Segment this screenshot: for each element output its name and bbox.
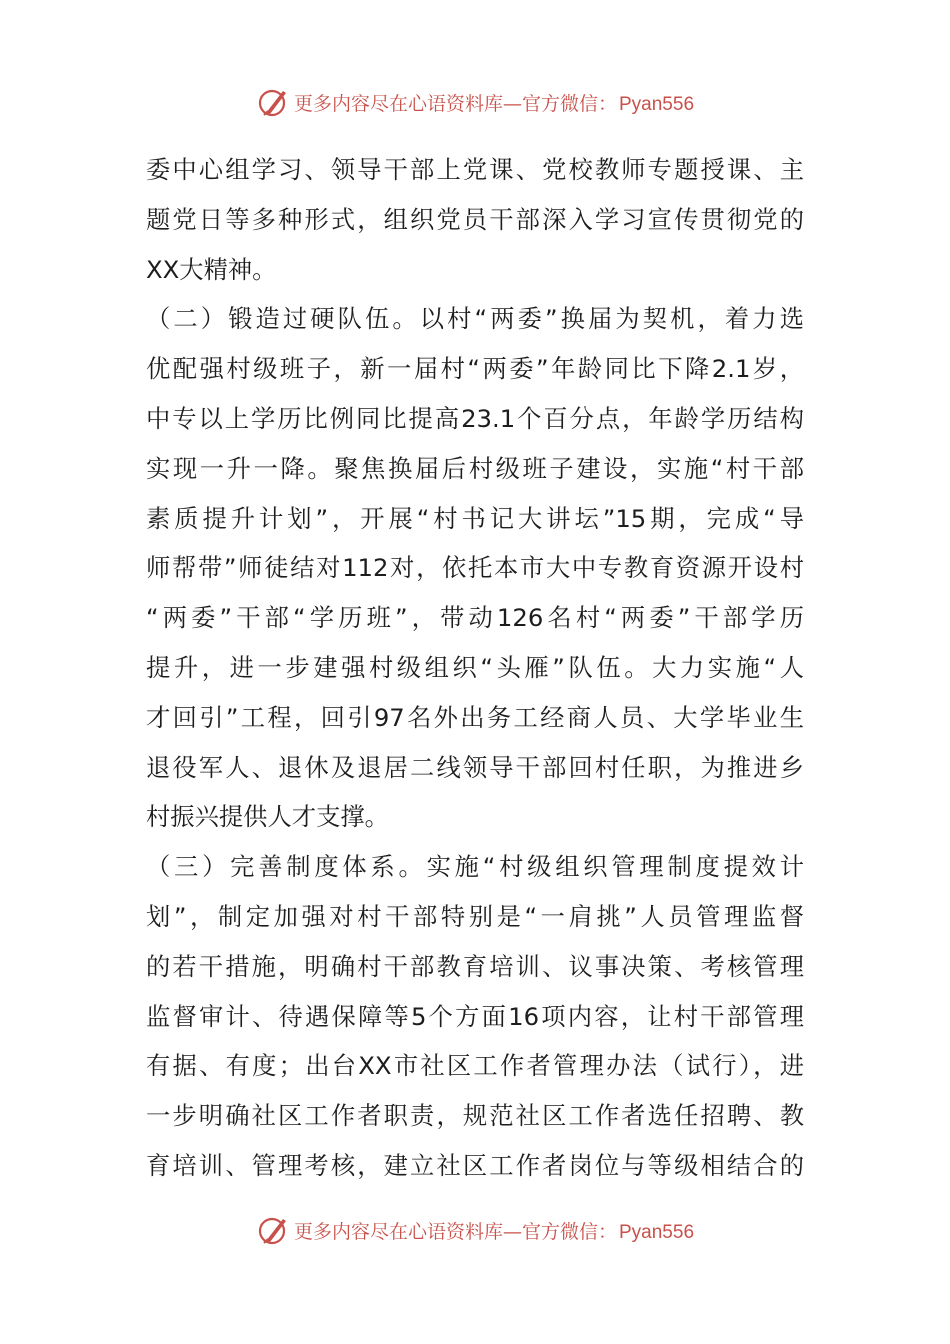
text-line: XX大精神。 bbox=[146, 254, 277, 284]
document-body bbox=[146, 145, 804, 1191]
text-line: 题党日等多种形式，组织党员干部深入学习宣传贯彻党的 bbox=[146, 204, 804, 234]
text-line: 监督审计、待遇保障等5个方面16项内容，让村干部管理 bbox=[146, 1001, 804, 1031]
quill-pen-circle-icon bbox=[256, 85, 290, 119]
banner-text: 更多内容尽在心语资料库—官方微信： Pyan556 bbox=[293, 92, 695, 115]
wechat-id: Pyan556 bbox=[619, 1221, 695, 1243]
text-line: 有据、有度；出台XX市社区工作者管理办法（试行），进 bbox=[146, 1051, 804, 1081]
footer-banner bbox=[0, 1210, 950, 1250]
text-line: 才回引”工程，回引97名外出务工经商人员、大学毕业生 bbox=[146, 702, 804, 732]
text-line: 提升，进一步建强村级组织“头雁”队伍。大力实施“人 bbox=[146, 652, 804, 682]
text-line: （二）锻造过硬队伍。以村“两委”换届为契机，着力选 bbox=[146, 304, 804, 334]
text-line: （三）完善制度体系。实施“村级组织管理制度提效计 bbox=[146, 852, 804, 882]
quill-pen-circle-icon bbox=[256, 1213, 290, 1247]
header-banner bbox=[0, 82, 950, 122]
text-line: 素质提升计划”，开展“村书记大讲坛”15期，完成“导 bbox=[146, 503, 804, 533]
wechat-id: Pyan556 bbox=[619, 93, 695, 115]
text-line: 优配强村级班子，新一届村“两委”年龄同比下降2.1岁， bbox=[146, 354, 804, 384]
text-line: 划”，制定加强对村干部特别是“一肩挑”人员管理监督 bbox=[146, 901, 804, 931]
text-line: 的若干措施，明确村干部教育培训、议事决策、考核管理 bbox=[146, 951, 804, 981]
text-line: 育培训、管理考核，建立社区工作者岗位与等级相结合的 bbox=[146, 1150, 804, 1180]
banner-text: 更多内容尽在心语资料库—官方微信： Pyan556 bbox=[293, 1220, 695, 1243]
text-line: 一步明确社区工作者职责，规范社区工作者选任招聘、教 bbox=[146, 1101, 804, 1131]
text-line: 师帮带”师徒结对112对，依托本市大中专教育资源开设村 bbox=[146, 553, 804, 583]
text-line: 委中心组学习、领导干部上党课、党校教师专题授课、主 bbox=[146, 155, 804, 184]
text-line: “两委”干部“学历班”，带动126名村“两委”干部学历 bbox=[146, 603, 804, 633]
text-line: 退役军人、退休及退居二线领导干部回村任职，为推进乡 bbox=[146, 752, 804, 782]
text-line: 中专以上学历比例同比提高23.1个百分点，年龄学历结构 bbox=[146, 403, 804, 433]
text-line: 村振兴提供人才支撑。 bbox=[146, 802, 389, 832]
text-line: 实现一升一降。聚焦换届后村级班子建设，实施“村干部 bbox=[146, 453, 804, 483]
